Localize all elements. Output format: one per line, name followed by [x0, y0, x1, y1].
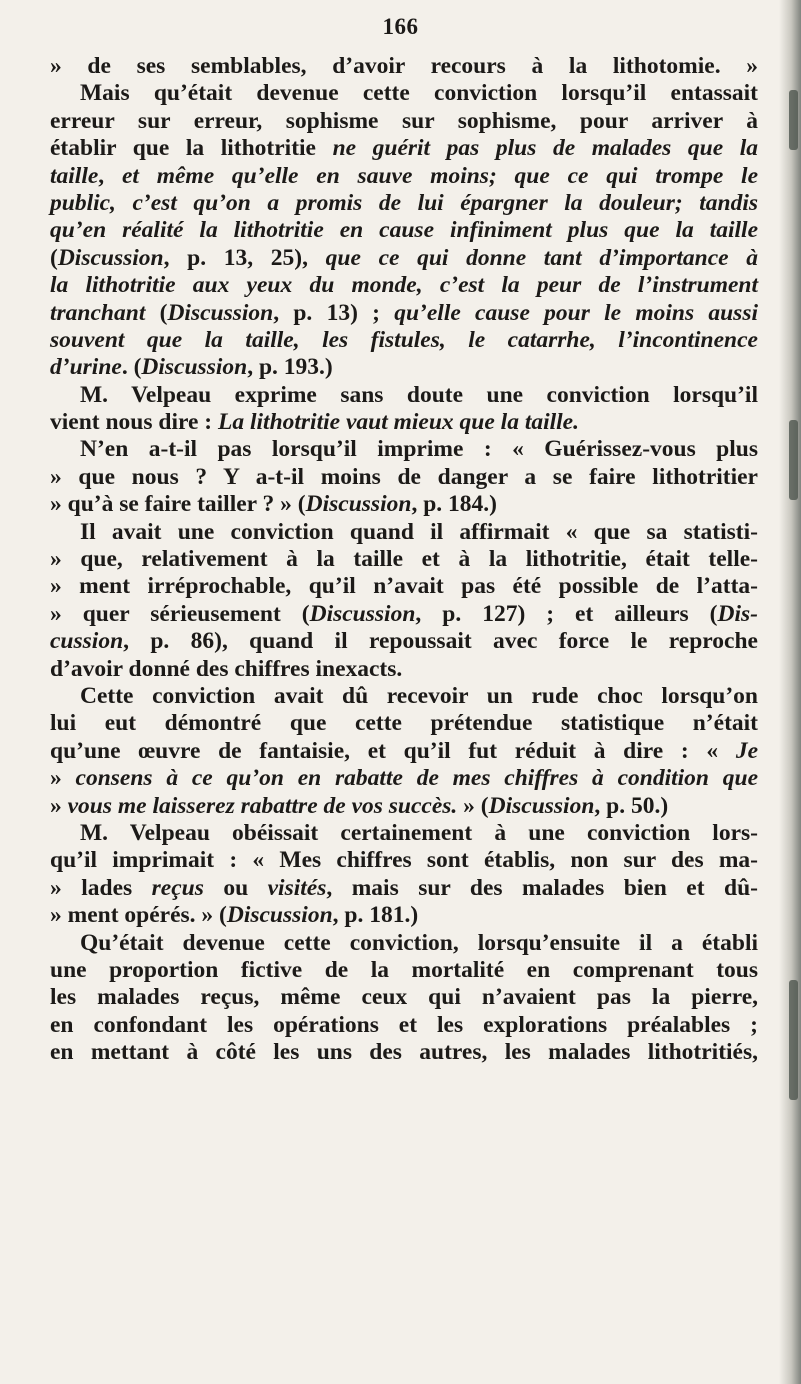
text-line — [50, 53, 758, 80]
italic-text: Discussion — [167, 299, 274, 326]
text-line — [50, 217, 758, 244]
text-line — [50, 409, 758, 436]
text-line — [50, 436, 758, 463]
text-run: , mais sur des malades bien et dû- — [326, 874, 758, 901]
text-line — [50, 875, 758, 902]
text-run: , p. 50.) — [594, 792, 669, 819]
italic-text: ne guérit pas plus de malades que la — [332, 135, 759, 162]
italic-text: Dis- — [717, 600, 758, 627]
text-run: ou — [203, 874, 268, 901]
italic-text: qu’elle cause pour le moins aussi — [394, 299, 758, 326]
text-run: Mais qu’était devenue cette conviction lorsqu’il entassait — [80, 80, 758, 107]
text-line — [50, 491, 758, 518]
text-run: qu’il imprimait : « Mes chiffres sont établis, non sur des ma- — [50, 847, 758, 874]
text-run: » de ses semblables, d’avoir recours à la lithotomie. » — [50, 53, 758, 79]
text-run: vient nous dire : — [50, 409, 218, 436]
text-run: » ment opérés. » ( — [50, 902, 227, 929]
text-line — [50, 108, 758, 135]
italic-text: Discussion — [57, 244, 164, 271]
text-line — [50, 793, 758, 820]
binding-mark — [789, 90, 798, 150]
text-line — [50, 1012, 758, 1039]
italic-text: qu’en réalité la lithotritie en cause infiniment plus que la taille — [50, 217, 758, 244]
italic-text: d’urine — [50, 354, 122, 381]
text-run: » — [50, 765, 76, 792]
italic-text: et même qu’elle en sauve moins; que ce qui trompe le — [121, 162, 759, 189]
text-run: , p. 13) ; — [273, 299, 395, 326]
text-line — [50, 190, 758, 217]
text-run: » — [50, 792, 68, 819]
text-line — [50, 656, 758, 683]
text-line — [50, 820, 758, 847]
page-edge-shadow — [779, 0, 801, 1384]
text-run: , p. 86), quand il repoussait avec force le reproche — [123, 628, 758, 655]
text-line — [50, 957, 758, 984]
text-run: ( — [145, 299, 168, 326]
text-run: qu’une œuvre de fantaisie, et qu’il fut réduit à dire : « — [50, 737, 736, 764]
text-line — [50, 902, 758, 929]
text-run: M. Velpeau exprime sans doute une conviction lorsqu’il — [80, 381, 758, 408]
text-line — [50, 546, 758, 573]
text-line — [50, 163, 758, 190]
text-run: établir que la lithotritie — [50, 135, 333, 162]
italic-text: public, c’est qu’on a promis de lui épargner la douleur; tandis — [50, 189, 758, 216]
text-run: M. Velpeau obéissait certainement à une conviction lors- — [80, 819, 758, 846]
italic-text: La lithotritie vaut mieux que la taille. — [218, 409, 579, 436]
italic-text: vous me laisserez rabattre de vos succès. — [67, 792, 458, 819]
text-run: » lades — [50, 874, 152, 901]
italic-text: taille — [50, 162, 99, 189]
text-line — [50, 327, 758, 354]
text-run: ( — [50, 244, 58, 271]
italic-text: tranchant — [50, 299, 146, 326]
text-run: en confondant les opérations et les explorations préalables ; — [50, 1011, 758, 1038]
text-line — [50, 765, 758, 792]
binding-mark — [789, 420, 798, 500]
text-run: N’en a-t-il pas lorsqu’il imprime : « Guérissez-vous plus — [80, 436, 758, 463]
text-line — [50, 628, 758, 655]
text-line — [50, 738, 758, 765]
text-run: , p. 13, 25), — [163, 244, 326, 271]
text-run: » que, relativement à la taille et à la lithotritie, était telle- — [50, 546, 758, 573]
text-line — [50, 464, 758, 491]
text-run: Cette conviction avait dû recevoir un rude choc lorsqu’on — [80, 682, 758, 709]
text-run: en mettant à côté les uns des autres, les malades lithotritiés, — [50, 1039, 758, 1066]
text-line — [50, 519, 758, 546]
text-line — [50, 80, 758, 107]
text-run: , — [98, 162, 122, 189]
text-run: » qu’à se faire tailler ? » ( — [50, 491, 306, 518]
text-run: d’avoir donné des chiffres inexacts. — [50, 655, 403, 682]
text-line — [50, 847, 758, 874]
text-run: » que nous ? Y a-t-il moins de danger a se faire lithotritier — [50, 463, 758, 490]
text-run: , p. 184.) — [411, 491, 497, 518]
text-run: » quer sérieusement ( — [50, 600, 310, 627]
text-run: Qu’était devenue cette conviction, lorsqu’ensuite il a établi — [80, 929, 758, 956]
text-line — [50, 601, 758, 628]
text-run: » ( — [457, 792, 489, 819]
text-line — [50, 573, 758, 600]
text-line — [50, 382, 758, 409]
italic-text: Discussion — [141, 354, 248, 381]
page-number: 166 — [382, 14, 419, 39]
italic-text: Discussion — [309, 600, 416, 627]
binding-mark — [789, 980, 798, 1100]
text-run: , p. 181.) — [332, 902, 419, 929]
text-line — [50, 300, 758, 327]
italic-text: Discussion — [226, 902, 333, 929]
text-run: , p. 127) ; et ailleurs ( — [415, 600, 718, 627]
text-run: . ( — [121, 354, 142, 381]
text-line — [50, 930, 758, 957]
text-line — [50, 710, 758, 737]
italic-text: Discussion — [488, 792, 595, 819]
text-run: , p. 193.) — [247, 354, 333, 381]
italic-text: consens à ce qu’on en rabatte de mes chiffres à condition que — [75, 765, 759, 792]
text-line — [50, 984, 758, 1011]
text-line — [50, 683, 758, 710]
text-run: » ment irréprochable, qu’il n’avait pas été possible de l’atta- — [50, 573, 758, 600]
italic-text: que ce qui donne tant d’importance à — [325, 244, 758, 271]
text-line — [50, 135, 758, 162]
italic-text: Je — [735, 737, 758, 764]
text-run: lui eut démontré que cette prétendue statistique n’était — [50, 710, 758, 737]
text-run: une proportion fictive de la mortalité en comprenant tous — [50, 956, 758, 983]
italic-text: reçus — [151, 874, 204, 901]
text-run: Il avait une conviction quand il affirmait « que sa statisti- — [80, 518, 758, 545]
text-run: les malades reçus, même ceux qui n’avaient pas la pierre, — [50, 984, 758, 1011]
italic-text: souvent que la taille, les fistules, le catarrhe, l’incontinence — [50, 326, 758, 353]
text-line — [50, 354, 758, 381]
italic-text: cussion — [50, 628, 124, 655]
italic-text: la lithotritie aux yeux du monde, c’est la peur de l’instrument — [50, 272, 758, 299]
text-line — [50, 245, 758, 272]
body-text — [50, 53, 758, 1066]
italic-text: visités — [267, 874, 327, 901]
text-line — [50, 1039, 758, 1066]
text-line — [50, 272, 758, 299]
italic-text: Discussion — [305, 491, 412, 518]
text-run: erreur sur erreur, sophisme sur sophisme, pour arriver à — [50, 107, 758, 134]
